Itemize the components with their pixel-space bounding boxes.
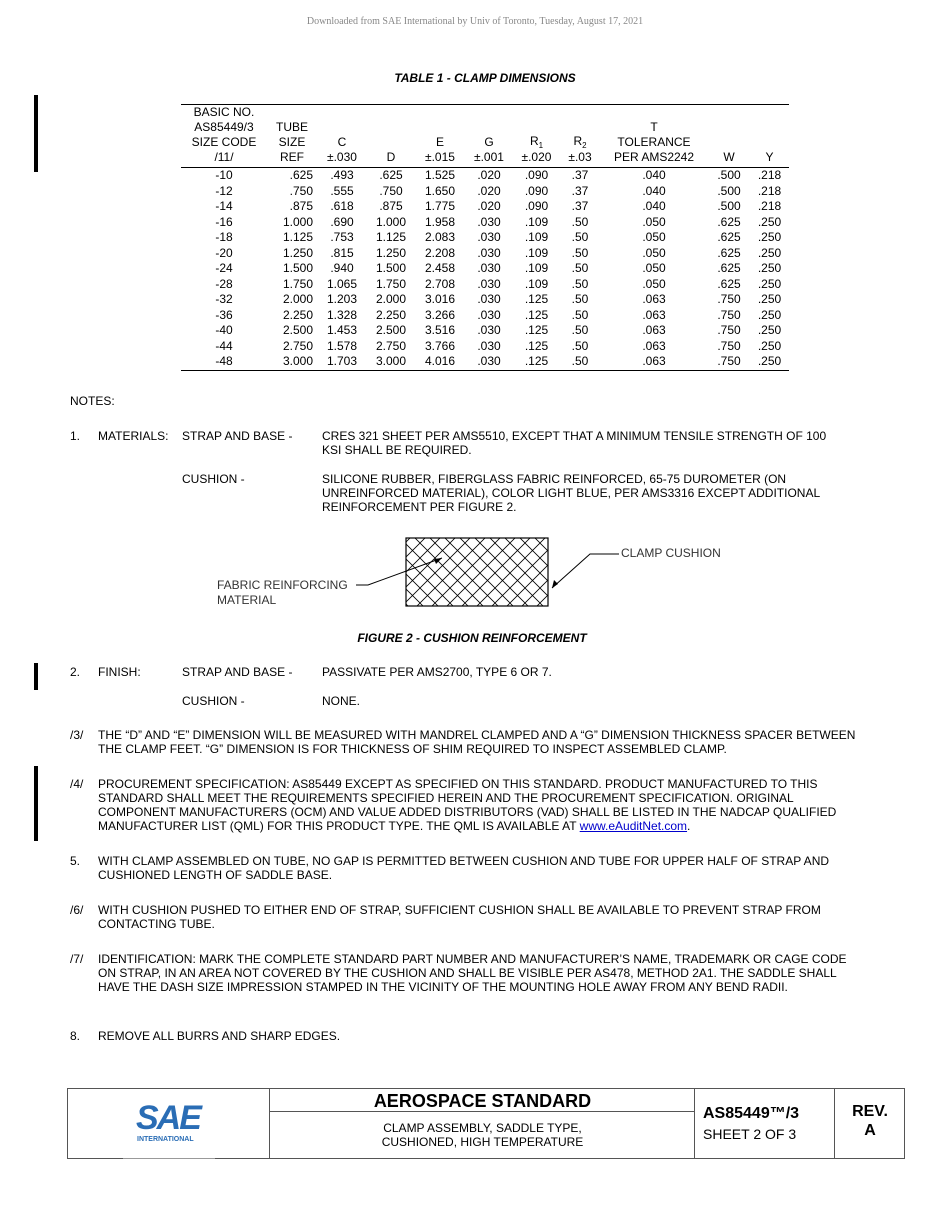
table-cell: .50	[571, 338, 589, 353]
table-cell: 2.250	[282, 307, 313, 322]
table-cell: 1.453	[326, 323, 358, 337]
table-row	[181, 215, 789, 231]
table-cell: 2.208	[424, 245, 456, 260]
table-cell: 2.000	[375, 292, 407, 306]
note-1-number: 1.	[70, 429, 81, 443]
table-cell: .109	[524, 230, 549, 244]
table-cell: .030	[465, 354, 513, 370]
header-basic-no: BASIC NO. AS85449/3 SIZE CODE /11/	[181, 105, 267, 168]
table-cell: .090	[524, 183, 549, 198]
table-cell: .555	[330, 183, 354, 198]
table-cell: 1.525	[424, 168, 456, 182]
table-cell: -18	[215, 230, 233, 244]
table-cell: .250	[750, 354, 789, 370]
table-cell: .50	[560, 354, 600, 370]
header-y: Y	[750, 105, 789, 168]
table-cell: -36	[215, 307, 233, 322]
table-cell: .030	[477, 261, 501, 275]
note-7-text: IDENTIFICATION: MARK THE COMPLETE STANDARD PART NUMBER AND MANUFACTURER’S NAME, TRADEMARK OR CAGE CODE ON STRAP, IN AN AREA NOT COVERED BY THE CUSHION AND SHALL BE VISIBLE PER AS478, METHOD 2A1. THE SADDLE SHALL HAVE THE DASH SIZE IMPRESSION STAMPED IN THE VICINITY OF THE MOUNTING HOLE AWAY FROM ANY BEND RADII.	[98, 952, 847, 994]
table-cell: .063	[642, 323, 666, 337]
table-cell: 1.065	[326, 276, 358, 291]
label-fabric-line-2: MATERIAL	[217, 593, 277, 607]
table-cell: .753	[330, 230, 354, 244]
table-cell: -12	[215, 183, 233, 198]
table-cell: 1.125	[375, 230, 407, 244]
table-cell: .030	[477, 338, 501, 353]
table-cell: 1.000	[282, 214, 313, 229]
table-cell: .250	[757, 323, 782, 337]
table-cell: 3.766	[424, 338, 456, 353]
document-number: AS85449™/3	[703, 1105, 800, 1122]
table-cell: -20	[215, 245, 233, 260]
table-cell: .250	[757, 261, 782, 275]
table-cell: -10	[215, 168, 233, 182]
table-cell: -44	[215, 338, 233, 353]
table-cell: .750	[717, 338, 741, 353]
table-cell: .500	[717, 199, 741, 213]
table-cell: .218	[757, 199, 782, 213]
table-cell: .500	[717, 183, 741, 198]
table-cell: .090	[524, 199, 549, 213]
sae-logo-subtext: INTERNATIONAL	[137, 1136, 194, 1143]
table-row	[181, 292, 789, 308]
title-cell	[269, 1089, 695, 1158]
table-cell: .625	[717, 245, 741, 260]
table-cell: .750	[708, 354, 750, 370]
table-row	[181, 354, 789, 370]
table-cell: 2.750	[375, 338, 407, 353]
table-cell: .040	[642, 199, 666, 213]
table-cell: .250	[757, 292, 782, 306]
table-cell: -14	[215, 199, 233, 213]
table-row	[181, 277, 789, 293]
table-cell: .50	[571, 261, 589, 275]
table-cell: .125	[513, 354, 560, 370]
clamp-dimensions-table	[181, 104, 789, 371]
table-cell: .030	[477, 323, 501, 337]
table-cell: 1.750	[282, 276, 313, 291]
note-5-text: WITH CLAMP ASSEMBLED ON TUBE, NO GAP IS PERMITTED BETWEEN CUSHION AND TUBE FOR UPPER HALF OF STRAP AND CUSHIONED LENGTH OF SADDLE BASE.	[98, 854, 830, 882]
label-clamp-cushion: CLAMP CUSHION	[621, 546, 721, 560]
table-title: TABLE 1 - CLAMP DIMENSIONS	[394, 71, 576, 85]
leader-line	[552, 554, 619, 588]
table-cell: .493	[330, 168, 354, 182]
table-cell: .50	[571, 276, 589, 291]
table-cell: .690	[330, 214, 354, 229]
sheet-number: SHEET 2 OF 3	[703, 1126, 797, 1142]
note-3-number: /3/	[70, 728, 84, 742]
note-7-number: /7/	[70, 952, 84, 966]
table-cell: .940	[330, 261, 354, 275]
table-cell: .250	[757, 230, 782, 244]
table-cell: 3.000	[267, 354, 317, 370]
table-cell: 1.958	[424, 214, 456, 229]
table-cell: 3.516	[424, 323, 456, 337]
table-row	[181, 323, 789, 339]
table-cell: .37	[571, 199, 589, 213]
table-cell: .618	[330, 199, 354, 213]
header-r2: $R_2$ ±.03	[560, 105, 600, 168]
table-cell: -24	[215, 261, 233, 275]
table-cell: .050	[642, 245, 666, 260]
table-cell: .063	[642, 338, 666, 353]
table-cell: -48	[181, 354, 267, 370]
table-cell: 1.578	[326, 338, 358, 353]
table-cell: .750	[717, 307, 741, 322]
table-cell: .030	[477, 214, 501, 229]
eauditnet-link[interactable]: www.eAuditNet.com	[579, 819, 688, 833]
note-1-strap-text: CRES 321 SHEET PER AMS5510, EXCEPT THAT A MINIMUM TENSILE STRENGTH OF 100 KSI SHALL BE REQUIRED.	[322, 429, 827, 457]
table-cell: .750	[289, 183, 313, 198]
table-cell: .250	[757, 307, 782, 322]
table-cell: -32	[215, 292, 233, 306]
note-4-number: /4/	[70, 777, 84, 791]
note-6-text: WITH CUSHION PUSHED TO EITHER END OF STRAP, SUFFICIENT CUSHION SHALL BE AVAILABLE TO PREVENT STRAP FROM CONTACTING TUBE.	[98, 903, 821, 931]
table-cell: .125	[524, 292, 549, 306]
table-cell: 1.250	[282, 245, 313, 260]
notes-heading: NOTES:	[70, 394, 115, 408]
table-cell: 3.000	[367, 354, 415, 370]
table-cell: .625	[289, 168, 313, 182]
sae-logo	[68, 1089, 269, 1158]
table-cell: .125	[524, 323, 549, 337]
table-cell: 2.458	[424, 261, 456, 275]
table-cell: -28	[215, 276, 233, 291]
title-block	[67, 1088, 905, 1159]
table-cell: 3.266	[424, 307, 456, 322]
note-1-strap-label: STRAP AND BASE -	[182, 429, 293, 443]
table-cell: 1.250	[375, 245, 407, 260]
table-cell: 1.703	[317, 354, 367, 370]
table-cell: .109	[524, 261, 549, 275]
table-cell: .050	[642, 276, 666, 291]
table-cell: .250	[757, 214, 782, 229]
note-8-text: REMOVE ALL BURRS AND SHARP EDGES.	[98, 1029, 341, 1043]
table-cell: 2.250	[375, 307, 407, 322]
table-cell: .063	[600, 354, 708, 370]
table-cell: .090	[524, 168, 549, 182]
table-cell: .625	[717, 214, 741, 229]
table-cell: .063	[642, 307, 666, 322]
table-cell: .875	[289, 199, 313, 213]
note-2-cushion-text: NONE.	[322, 694, 361, 708]
table-cell: 1.500	[375, 261, 407, 275]
aerospace-standard-title: AEROSPACE STANDARD	[373, 1091, 592, 1111]
table-row	[181, 230, 789, 246]
table-header-row	[181, 105, 789, 168]
table-cell: .020	[477, 183, 501, 198]
table-cell: 4.016	[415, 354, 465, 370]
table-cell: 2.000	[282, 292, 313, 306]
table-cell: 1.775	[424, 199, 456, 213]
logo-underline	[123, 1158, 215, 1159]
table-cell: .030	[477, 245, 501, 260]
table-cell: .625	[717, 261, 741, 275]
table-cell: .050	[642, 214, 666, 229]
table-cell: -40	[215, 323, 233, 337]
note-4-text: PROCUREMENT SPECIFICATION: AS85449 EXCEPT AS SPECIFIED ON THIS STANDARD. PRODUCT MANUFACTURED TO THIS STANDARD SHALL MEET THE REQUIREMENTS SPECIFIED HEREIN AND THE PROCUREMENT SPECIFICATION. ORIGINAL COMPONENT MANUFACTURERS (OCM) AND VALUE ADDED DISTRIBUTORS (VAD) SHALL BE LISTED IN THE NADCAP QUALIFIED MANUFACTURER LIST (QML) FOR THIS PRODUCT TYPE. THE QML IS AVAILABLE AT www.eAuditNet.com.	[98, 777, 837, 833]
table-cell: 2.500	[282, 323, 313, 337]
table-cell: .125	[524, 338, 549, 353]
table-cell: .030	[477, 230, 501, 244]
note-1-label: MATERIALS:	[98, 429, 169, 443]
table-cell: .218	[757, 183, 782, 198]
arrowhead-icon	[552, 580, 558, 588]
table-cell: .625	[717, 230, 741, 244]
table-row	[181, 246, 789, 262]
table-cell: .040	[642, 183, 666, 198]
figure-2-diagram	[210, 528, 770, 618]
table-cell: .125	[524, 307, 549, 322]
table-cell: .040	[642, 168, 666, 182]
note-8-number: 8.	[70, 1029, 81, 1043]
revision-label: REV.	[852, 1103, 888, 1120]
table-cell: .020	[477, 168, 501, 182]
table-cell: .625	[717, 276, 741, 291]
note-2-strap-text: PASSIVATE PER AMS2700, TYPE 6 OR 7.	[322, 665, 552, 679]
table-cell: 1.203	[326, 292, 358, 306]
table-cell: .50	[571, 214, 589, 229]
download-notice: Downloaded from SAE International by Univ of Toronto, Tuesday, August 17, 2021	[306, 16, 644, 27]
note-1-cushion-label: CUSHION -	[182, 472, 245, 486]
table-cell: .50	[571, 230, 589, 244]
table-cell: .750	[379, 183, 403, 198]
table-cell: .250	[757, 276, 782, 291]
table-row	[181, 339, 789, 355]
table-cell: .109	[524, 276, 549, 291]
header-t: T TOLERANCE PER AMS2242	[600, 105, 708, 168]
table-cell: 1.650	[424, 183, 456, 198]
table-cell: .50	[571, 307, 589, 322]
table-row	[181, 261, 789, 277]
revision-bar	[34, 766, 38, 841]
table-cell: .500	[717, 168, 741, 182]
table-cell: .750	[717, 292, 741, 306]
table-cell: .250	[757, 245, 782, 260]
document-number-cell	[694, 1089, 835, 1158]
revision-bar	[34, 663, 38, 690]
revision-bar	[34, 95, 38, 172]
table-row	[181, 184, 789, 200]
table-cell: 1.125	[282, 230, 313, 244]
table-row	[181, 168, 789, 184]
table-cell: .750	[717, 323, 741, 337]
table-cell: 2.083	[424, 230, 456, 244]
table-cell: .050	[642, 230, 666, 244]
table-cell: .37	[571, 168, 589, 182]
header-w: W	[708, 105, 750, 168]
table-cell: .109	[524, 245, 549, 260]
note-5-number: 5.	[70, 854, 81, 868]
table-cell: .50	[571, 245, 589, 260]
header-d: D	[367, 105, 415, 168]
table-cell: .020	[477, 199, 501, 213]
table-cell: 1.750	[375, 276, 407, 291]
header-r1: $R_1$ ±.020	[513, 105, 560, 168]
table-cell: 2.708	[424, 276, 456, 291]
note-6-number: /6/	[70, 903, 84, 917]
note-2-label: FINISH:	[98, 665, 141, 679]
document-description: CLAMP ASSEMBLY, SADDLE TYPE, CUSHIONED, HIGH TEMPERATURE	[381, 1121, 584, 1149]
table-cell: .030	[477, 276, 501, 291]
table-cell: .063	[642, 292, 666, 306]
table-row	[181, 308, 789, 324]
header-tube-size: TUBE SIZE REF	[267, 105, 317, 168]
table-cell: 1.500	[282, 261, 313, 275]
table-cell: .030	[477, 307, 501, 322]
header-c: C ±.030	[317, 105, 367, 168]
note-1-cushion-text: SILICONE RUBBER, FIBERGLASS FABRIC REINFORCED, 65-75 DUROMETER (ON UNREINFORCED MATERIAL), COLOR LIGHT BLUE, PER AMS3316 EXCEPT ADDITIONAL REINFORCEMENT PER FIGURE 2.	[322, 472, 820, 514]
table-cell: 1.000	[375, 214, 407, 229]
table-cell: .50	[571, 292, 589, 306]
table-cell: 2.500	[375, 323, 407, 337]
table-cell: .875	[379, 199, 403, 213]
sae-logo-mark: SAE	[136, 1099, 200, 1137]
figure-2-caption: FIGURE 2 - CUSHION REINFORCEMENT	[357, 631, 587, 645]
note-3-text: THE “D” AND “E” DIMENSION WILL BE MEASURED WITH MANDREL CLAMPED AND A “G” DIMENSION THICKNESS SPACER BETWEEN THE CLAMP FEET. “G” DIMENSION IS FOR THICKNESS OF SHIM REQUIRED TO INSPECT ASSEMBLED CLAMP.	[98, 728, 856, 756]
table-cell: .625	[379, 168, 403, 182]
table-cell: .50	[571, 323, 589, 337]
cushion-cross-section	[406, 538, 548, 606]
note-2-strap-label: STRAP AND BASE -	[182, 665, 293, 679]
label-fabric-line-1: FABRIC REINFORCING	[217, 578, 348, 592]
table-cell: .109	[524, 214, 549, 229]
note-2-cushion-label: CUSHION -	[182, 694, 245, 708]
table-cell: 2.750	[282, 338, 313, 353]
note-2-number: 2.	[70, 665, 81, 679]
table-cell: .815	[330, 245, 354, 260]
table-cell: .030	[477, 292, 501, 306]
table-cell: 1.328	[326, 307, 358, 322]
table-cell: .250	[757, 338, 782, 353]
revision-value: A	[864, 1122, 876, 1139]
table-cell: -16	[215, 214, 233, 229]
title-divider	[270, 1111, 695, 1112]
table-cell: .218	[757, 168, 782, 182]
header-g: G ±.001	[465, 105, 513, 168]
table-row	[181, 199, 789, 215]
header-e: E ±.015	[415, 105, 465, 168]
table-cell: 3.016	[424, 292, 456, 306]
table-cell: .37	[571, 183, 589, 198]
table-cell: .050	[642, 261, 666, 275]
revision-cell	[834, 1089, 905, 1158]
